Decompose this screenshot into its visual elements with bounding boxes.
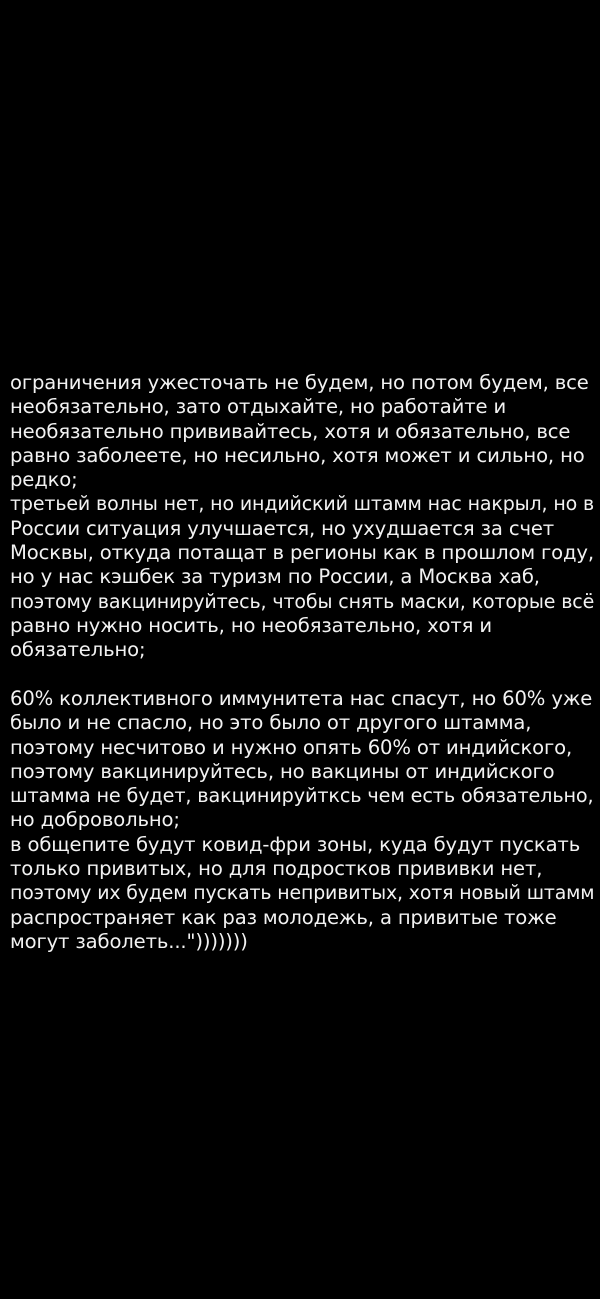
text-line: 60% коллективного иммунитета нас спасут, но 60% уже (10, 687, 593, 710)
text-line: поэтому несчитово и нужно опять 60% от индийского, (10, 735, 573, 759)
text-line: поэтому вакцинируйтесь, чтобы снять маски, которые всё (10, 589, 595, 613)
text-line: в общепите будут ковид-фри зоны, куда будут пускать (10, 832, 581, 856)
text-line: распространяет как раз молодежь, а привитые тоже (10, 905, 557, 929)
text-line: равно заболеете, но несильно, хотя может и сильно, но (10, 443, 585, 467)
text-line: было и не спасло, но это было от другого штамма, (10, 711, 532, 735)
text-line: России ситуация улучшается, но ухудшается за счет (10, 516, 555, 540)
text-line: поэтому вакцинируйтесь, но вакцины от индийского (10, 759, 555, 783)
text-line: Москвы, откуда потащат в регионы как в прошлом году, (10, 541, 594, 565)
text-line: ограничения ужесточать не будем, но потом будем, все (10, 371, 589, 394)
text-line: необязательно прививайтесь, хотя и обязательно, все (10, 419, 571, 443)
text-line: но у нас кэшбек за туризм по России, а Москва хаб, (10, 565, 540, 589)
text-line: третьей волны нет, но индийский штамм нас накрыл, но в (10, 492, 595, 516)
text-paragraph-1 (10, 371, 594, 663)
text-line: только привитых, но для подростков прививки нет, (10, 857, 543, 881)
text-line: равно нужно носить, но необязательно, хотя и (10, 613, 492, 637)
text-line: штамма не будет, вакцинируйткcь чем есть обязательно, (10, 784, 594, 808)
text-paragraph-2 (10, 687, 594, 954)
text-line: необязательно, зато отдыхайте, но работайте и (10, 395, 507, 419)
text-line: обязательно; (10, 638, 146, 662)
text-line: но добровольно; (10, 808, 180, 832)
text-line: могут заболеть..."))))))) (10, 929, 248, 953)
text-line: редко; (10, 468, 78, 492)
text-line: поэтому их будем пускать непривитых, хотя новый штамм (10, 881, 595, 905)
